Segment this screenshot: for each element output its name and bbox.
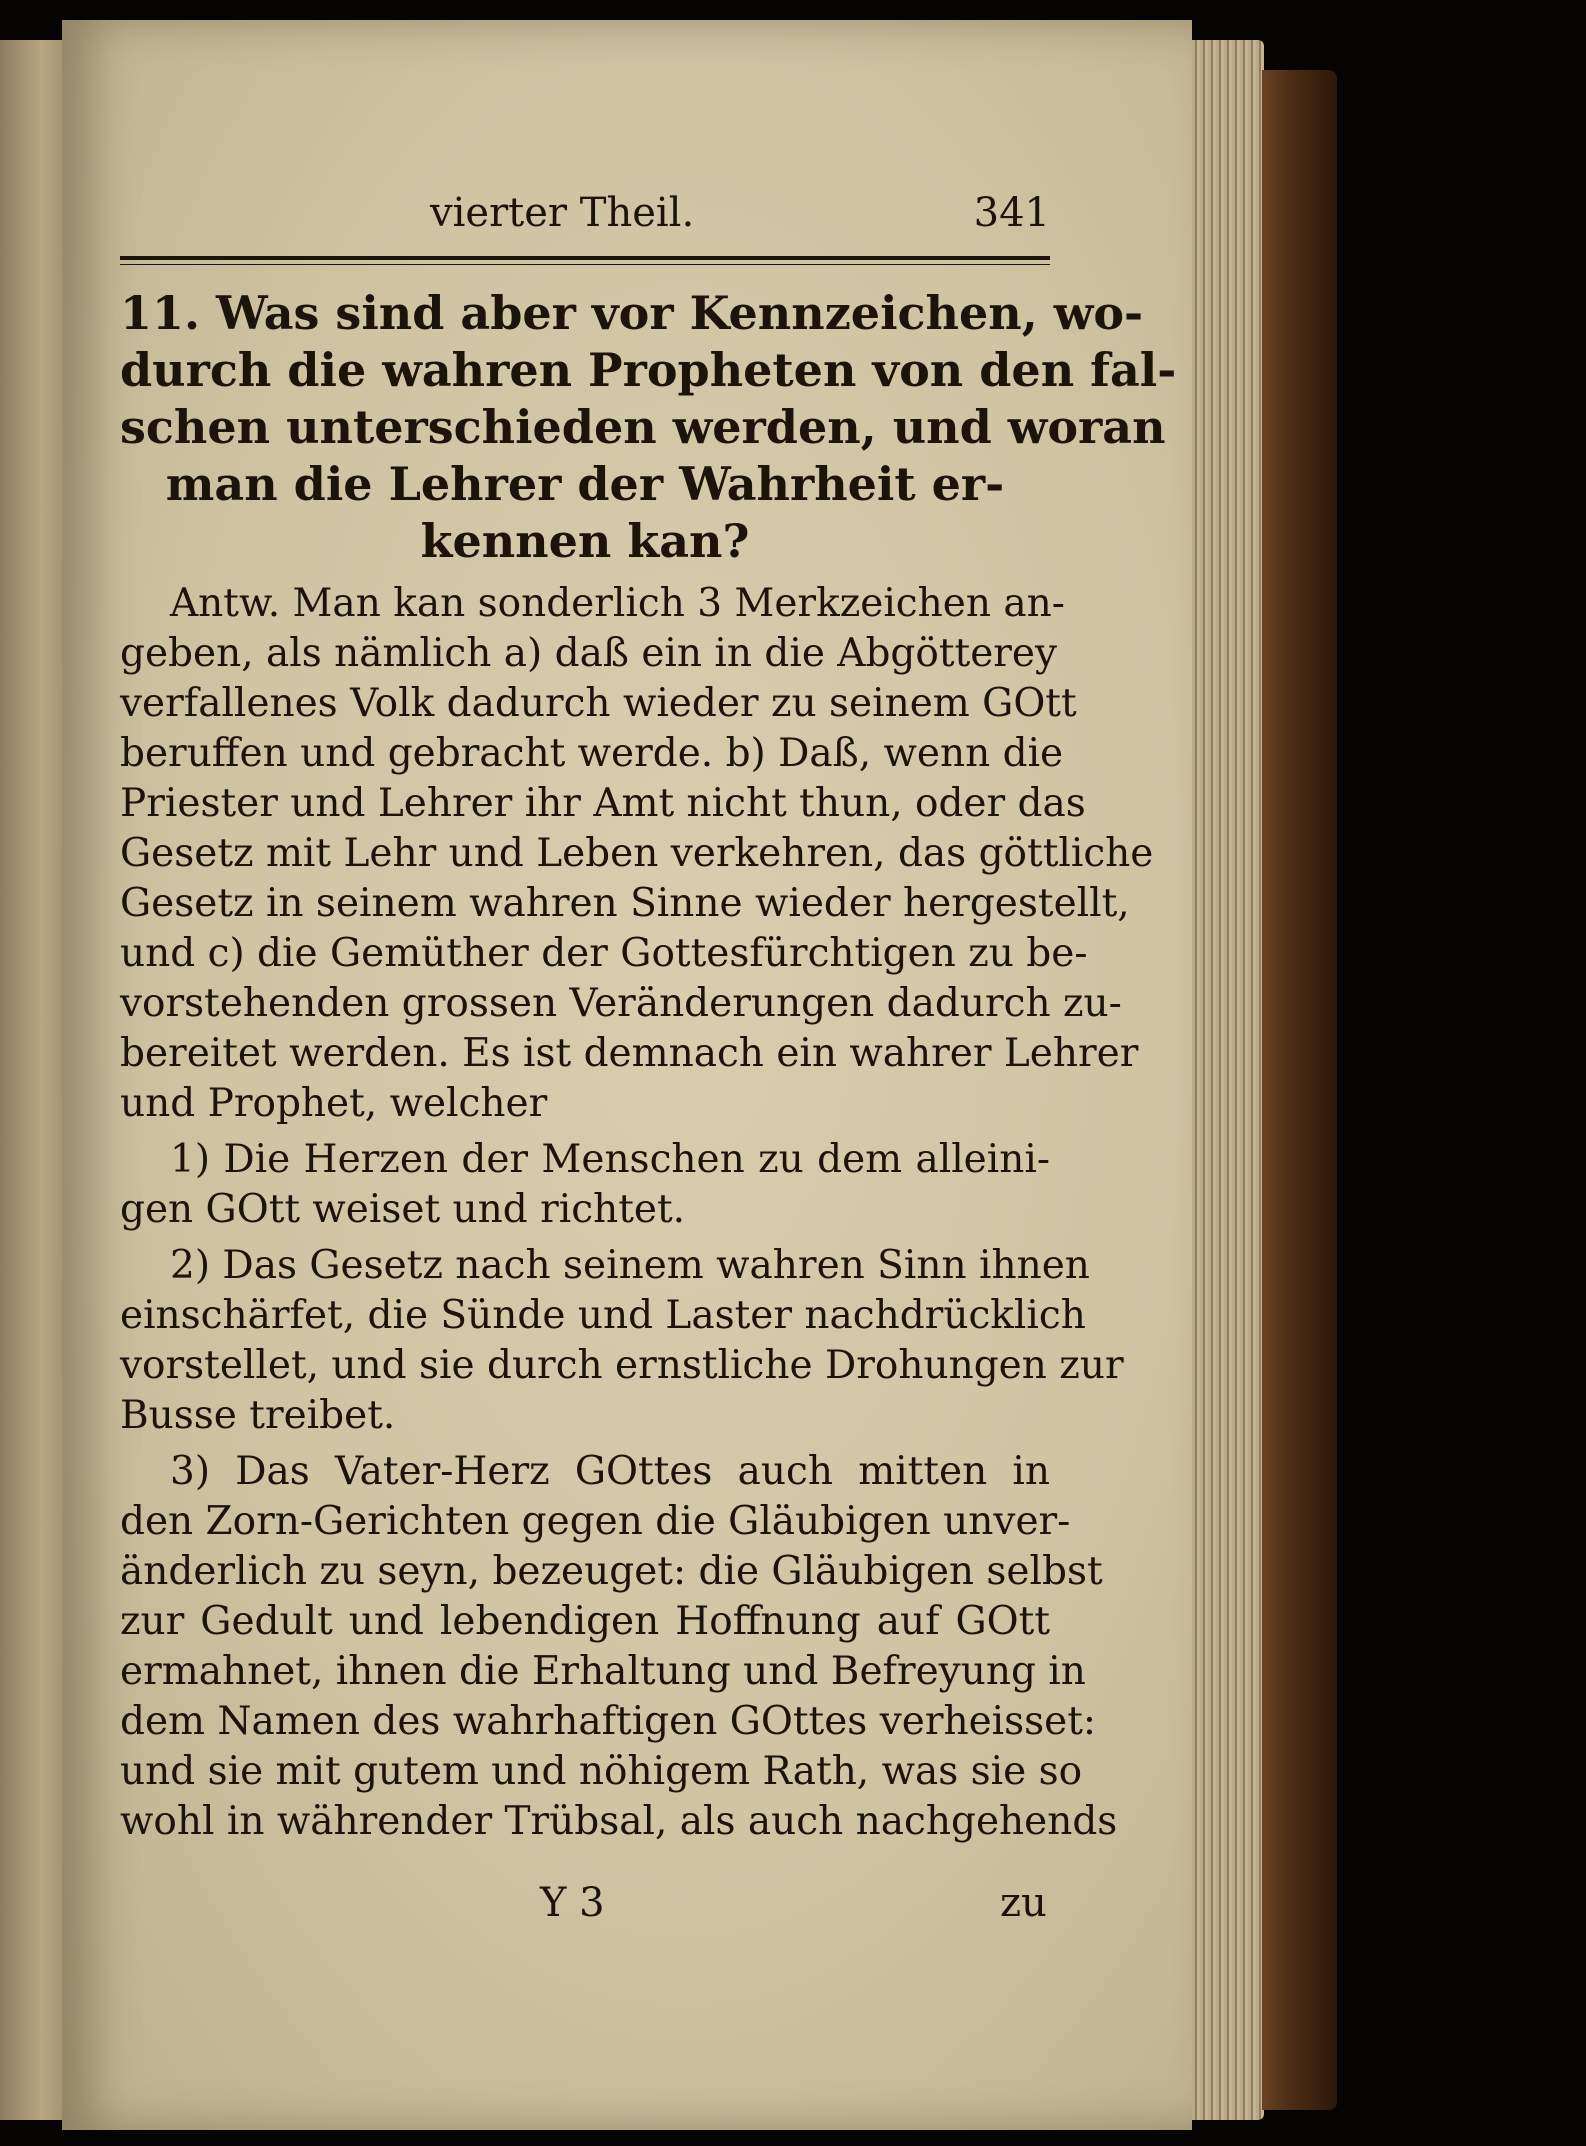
- point-line: 3) Das Vater-Herz GOttes auch mitten in: [170, 1449, 1050, 1494]
- point-line: und sie mit gutem und nöhigem Rath, was sie so: [120, 1749, 1083, 1794]
- answer-line: vorstehenden grossen Veränderungen dadurch zu-: [120, 981, 1122, 1026]
- answer-line: Priester und Lehrer ihr Amt nicht thun, oder das: [120, 781, 1086, 826]
- question-line: schen unterschieden werden, und woran: [120, 400, 1166, 454]
- question-line: man die Lehrer der Wahrheit er-: [165, 457, 1005, 511]
- answer-line: verfallenes Volk dadurch wieder zu seinem GOtt: [120, 681, 1077, 726]
- point-line: gen GOtt weiset und richtet.: [120, 1187, 686, 1232]
- header-rule-thin: [120, 264, 1050, 265]
- point-line: wohl in währender Trübsal, als auch nachgehends: [120, 1799, 1118, 1844]
- page-block-edges: [1192, 40, 1264, 2120]
- header-rule: [120, 256, 1050, 260]
- book-cover-edge: [1262, 70, 1337, 2110]
- page-number: 341: [973, 190, 1050, 236]
- catchword: zu: [1000, 1880, 1047, 1926]
- answer-line: Gesetz mit Lehr und Leben verkehren, das göttliche: [120, 831, 1154, 876]
- answer-line: geben, als nämlich a) daß ein in die Abgötterey: [120, 631, 1058, 676]
- point-line: den Zorn-Gerichten gegen die Gläubigen unver-: [120, 1499, 1071, 1544]
- point-line: 1) Die Herzen der Menschen zu dem alleini-: [170, 1137, 1050, 1182]
- question-line: durch die wahren Propheten von den fal-: [120, 343, 1177, 397]
- question-line: kennen kan?: [420, 514, 750, 568]
- point-line: Busse treibet.: [120, 1393, 396, 1438]
- point-line: einschärfet, die Sünde und Laster nachdrücklich: [120, 1293, 1086, 1338]
- point-line: änderlich zu seyn, bezeuget: die Gläubigen selbst: [120, 1549, 1103, 1594]
- signature-mark: Y 3: [540, 1880, 605, 1926]
- answer-line: und c) die Gemüther der Gottesfürchtigen zu be-: [120, 931, 1088, 976]
- point-line: zur Gedult und lebendigen Hoffnung auf GOtt: [120, 1599, 1050, 1644]
- point-line: 2) Das Gesetz nach seinem wahren Sinn ihnen: [170, 1243, 1090, 1288]
- answer-line: Antw. Man kan sonderlich 3 Merkzeichen an-: [170, 581, 1065, 626]
- question-line: 11. Was sind aber vor Kennzeichen, wo-: [120, 286, 1144, 340]
- answer-line: Gesetz in seinem wahren Sinne wieder hergestellt,: [120, 881, 1130, 926]
- answer-line: bereitet werden. Es ist demnach ein wahrer Lehrer: [120, 1031, 1139, 1076]
- answer-line: beruffen und gebracht werde. b) Daß, wenn die: [120, 731, 1064, 776]
- point-line: vorstellet, und sie durch ernstliche Drohungen zur: [120, 1343, 1124, 1388]
- answer-line: und Prophet, welcher: [120, 1081, 548, 1126]
- running-head: [120, 190, 1050, 240]
- point-line: ermahnet, ihnen die Erhaltung und Befreyung in: [120, 1649, 1086, 1694]
- point-line: dem Namen des wahrhaftigen GOttes verheisset:: [120, 1699, 1097, 1744]
- running-title: vierter Theil.: [430, 190, 695, 236]
